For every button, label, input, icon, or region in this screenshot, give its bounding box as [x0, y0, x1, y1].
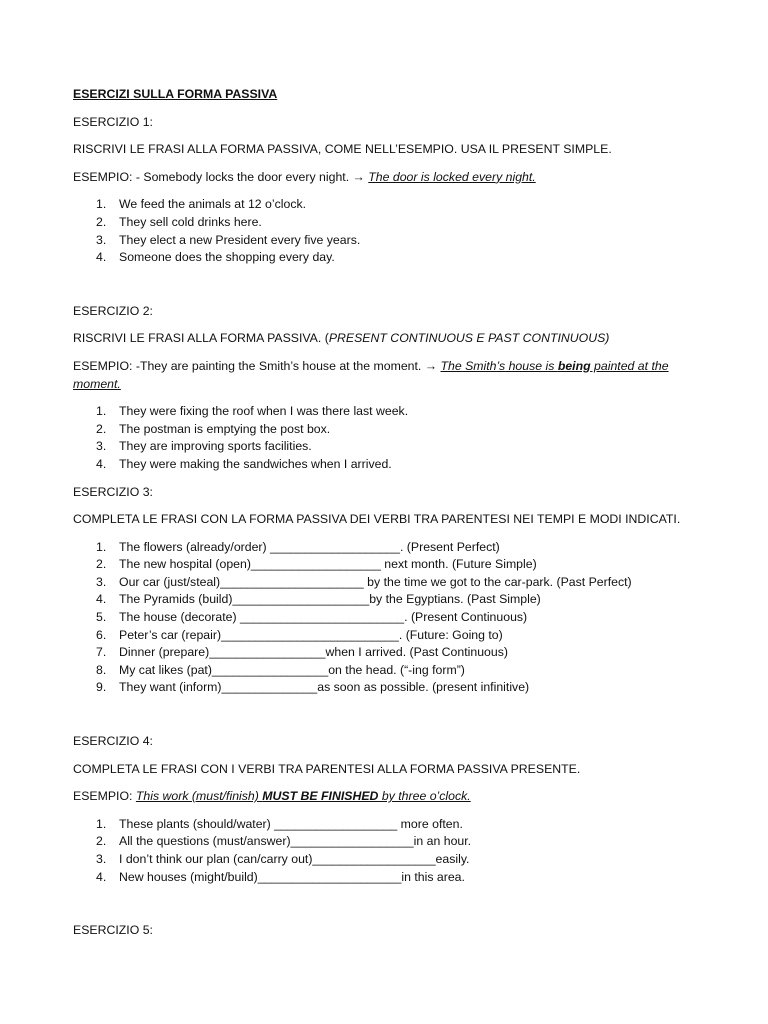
exercise-4-list: [73, 816, 713, 886]
exercise-3-heading: ESERCIZIO 3:: [73, 484, 153, 499]
exercise-1-heading: ESERCIZIO 1:: [73, 114, 153, 129]
example-prompt: ESEMPIO: -They are painting the Smith’s house at the moment. →: [73, 358, 441, 373]
list-item: 3. Our car (just/steal)_____________________ by the time we got to the car-park. (Past Perfect): [96, 574, 632, 589]
page-title: ESERCIZI SULLA FORMA PASSIVA: [73, 87, 278, 101]
list-item: 3. They elect a new President every five years.: [96, 232, 361, 247]
list-item: 4. New houses (might/build)_____________________in this area.: [96, 869, 465, 884]
example-answer: The Smith’s house is being painted at the moment.: [73, 358, 669, 391]
list-item: 2. The new hospital (open)___________________ next month. (Future Simple): [96, 557, 537, 572]
exercise-4-instruction: COMPLETA LE FRASI CON I VERBI TRA PARENTESI ALLA FORMA PASSIVA PRESENTE.: [73, 761, 581, 776]
list-item: 8. My cat likes (pat)_________________on the head. (“-ing form”): [96, 662, 465, 677]
example-prompt: ESEMPIO: - Somebody locks the door every night. →: [73, 169, 369, 184]
list-item: 7. Dinner (prepare)_________________when I arrived. (Past Continuous): [96, 645, 508, 660]
list-item: 1. They were fixing the roof when I was there last week.: [96, 404, 409, 419]
list-item: 2. The postman is emptying the post box.: [96, 421, 331, 436]
list-item: 3. They are improving sports facilities.: [96, 439, 312, 454]
list-item: 3. I don’t think our plan (can/carry out)__________________easily.: [96, 852, 470, 866]
example-answer: This work (must/finish) MUST BE FINISHED by three o’clock.: [135, 789, 471, 804]
exercise-2-heading: ESERCIZIO 2:: [73, 303, 153, 318]
example-answer: The door is locked every night.: [368, 169, 536, 184]
list-item: 1. The flowers (already/order) ___________________. (Present Perfect): [96, 539, 500, 554]
list-item: 4. Someone does the shopping every day.: [96, 250, 335, 265]
list-item: 2. All the questions (must/answer)__________________in an hour.: [96, 834, 472, 849]
list-item: 4. The Pyramids (build)____________________by the Egyptians. (Past Simple): [96, 592, 541, 607]
list-item: 1. These plants (should/water) __________________ more often.: [96, 816, 463, 831]
list-item: 5. The house (decorate) ________________________. (Present Continuous): [96, 610, 528, 625]
list-item: 1. We feed the animals at 12 o’clock.: [96, 197, 307, 212]
list-item: 4. They were making the sandwiches when I arrived.: [96, 456, 392, 471]
exercise-3-list: [73, 539, 713, 697]
exercise-5-heading: ESERCIZIO 5:: [73, 923, 153, 938]
worksheet: [73, 86, 713, 950]
exercise-4-example: ESEMPIO: This work (must/finish) MUST BE FINISHED by three o’clock.: [73, 789, 471, 804]
list-item: 9. They want (inform)______________as soon as possible. (present infinitive): [96, 680, 530, 695]
exercise-4-heading: ESERCIZIO 4:: [73, 734, 153, 749]
exercise-1-instruction: RISCRIVI LE FRASI ALLA FORMA PASSIVA, COME NELL’ESEMPIO. USA IL PRESENT SIMPLE.: [73, 142, 612, 157]
list-item: 6. Peter’s car (repair)__________________________. (Future: Going to): [96, 627, 503, 642]
exercise-2-list: [73, 403, 713, 473]
exercise-1-list: [73, 196, 713, 266]
exercise-1-example: [73, 169, 713, 187]
list-item: 2. They sell cold drinks here.: [96, 214, 262, 229]
exercise-2-example: [73, 358, 713, 393]
exercise-2-instruction: RISCRIVI LE FRASI ALLA FORMA PASSIVA. (PRESENT CONTINUOUS E PAST CONTINUOUS): [73, 331, 610, 346]
exercise-3-instruction: COMPLETA LE FRASI CON LA FORMA PASSIVA DEI VERBI TRA PARENTESI NEI TEMPI E MODI INDICATI.: [73, 512, 681, 527]
